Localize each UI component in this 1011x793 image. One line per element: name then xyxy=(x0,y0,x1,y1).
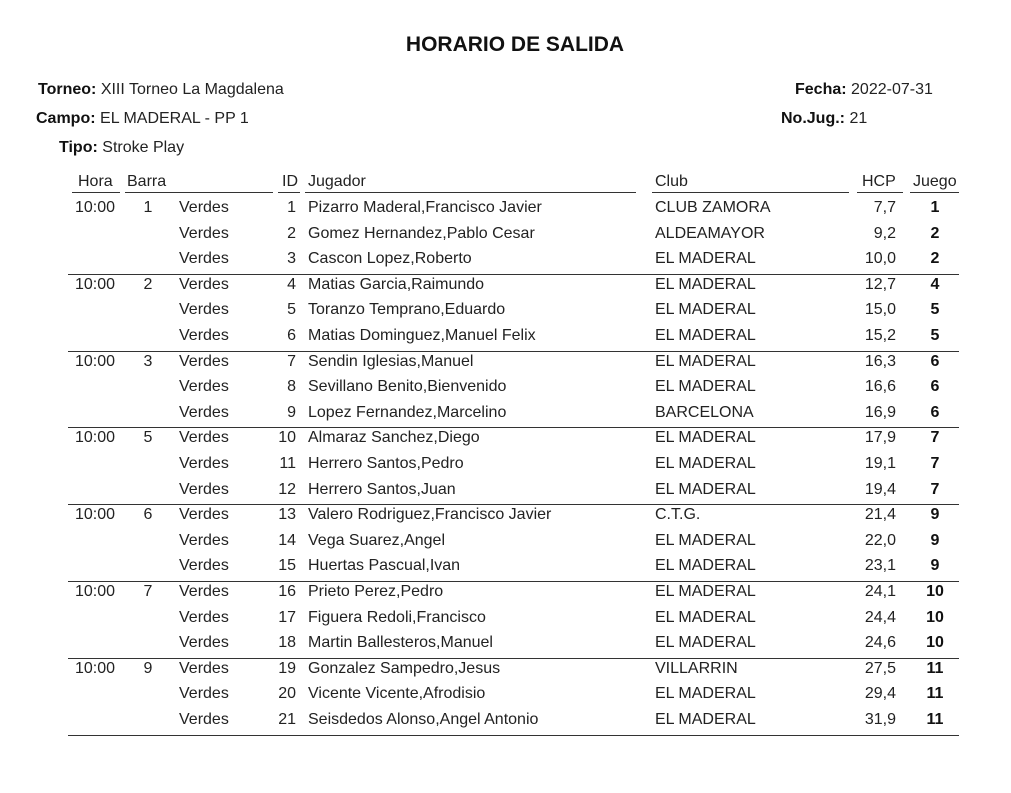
cell-club: EL MADERAL xyxy=(655,327,756,344)
cell-tee: Verdes xyxy=(179,506,229,524)
table-row xyxy=(0,404,1011,429)
cell-id: 9 xyxy=(287,403,296,421)
cell-jugador: Lopez Fernandez,Marcelino xyxy=(308,403,507,421)
table-row xyxy=(0,353,1011,378)
cell-jugador: Martin Ballesteros,Manuel xyxy=(308,634,493,652)
cell-id: 8 xyxy=(287,378,296,396)
cell-barra: 6 xyxy=(143,506,153,524)
cell-juego: 6 xyxy=(930,378,940,396)
table-row xyxy=(0,301,1011,326)
cell-hcp: 29,4 xyxy=(864,685,896,703)
cell-jugador: Figuera Redoli,Francisco xyxy=(308,608,486,626)
cell-hcp: 9,2 xyxy=(873,224,896,242)
cell-hcp: 12,7 xyxy=(864,275,896,293)
cell-hcp: 22,0 xyxy=(864,531,896,549)
cell-hcp: 17,9 xyxy=(864,429,896,447)
cell-tee: Verdes xyxy=(179,301,229,319)
cell-hcp: 31,9 xyxy=(864,711,896,728)
cell-juego: 2 xyxy=(930,224,940,242)
cell-club: EL MADERAL xyxy=(655,608,756,626)
cell-club: EL MADERAL xyxy=(655,711,756,728)
cell-club: EL MADERAL xyxy=(655,531,756,549)
table-row xyxy=(0,532,1011,557)
cell-club: EL MADERAL xyxy=(655,685,756,703)
cell-tee: Verdes xyxy=(179,327,229,344)
cell-club: EL MADERAL xyxy=(655,583,756,600)
cell-tee: Verdes xyxy=(179,659,229,677)
cell-club: ALDEAMAYOR xyxy=(655,224,765,242)
cell-jugador: Gonzalez Sampedro,Jesus xyxy=(308,659,501,677)
cell-id: 16 xyxy=(278,583,296,600)
cell-id: 10 xyxy=(278,429,296,447)
cell-club: EL MADERAL xyxy=(655,634,756,652)
cell-jugador: Herrero Santos,Pedro xyxy=(308,455,464,472)
cell-hora: 10:00 xyxy=(75,429,116,447)
cell-hcp: 15,2 xyxy=(864,327,896,344)
cell-id: 12 xyxy=(278,480,296,498)
cell-id: 1 xyxy=(287,199,296,216)
cell-club: EL MADERAL xyxy=(655,250,756,268)
cell-tee: Verdes xyxy=(179,403,229,421)
cell-jugador: Prieto Perez,Pedro xyxy=(308,583,444,600)
cell-jugador: Vicente Vicente,Afrodisio xyxy=(308,685,486,703)
cell-hcp: 16,9 xyxy=(864,403,896,421)
cell-jugador: Sendin Iglesias,Manuel xyxy=(308,352,474,370)
cell-hora: 10:00 xyxy=(75,352,116,370)
cell-club: C.T.G. xyxy=(655,506,701,524)
tipo-label: Tipo: xyxy=(59,139,98,156)
fecha-value: 2022-07-31 xyxy=(851,81,933,98)
cell-barra: 2 xyxy=(143,275,153,293)
cell-hora: 10:00 xyxy=(75,506,116,524)
cell-hcp: 21,4 xyxy=(864,506,896,524)
cell-juego: 6 xyxy=(930,403,940,421)
cell-juego: 11 xyxy=(926,685,944,703)
cell-tee: Verdes xyxy=(179,583,229,600)
cell-jugador: Almaraz Sanchez,Diego xyxy=(308,429,480,447)
cell-club: EL MADERAL xyxy=(655,275,756,293)
cell-jugador: Toranzo Temprano,Eduardo xyxy=(308,301,506,319)
cell-club: EL MADERAL xyxy=(655,480,756,498)
cell-tee: Verdes xyxy=(179,480,229,498)
nojug-value: 21 xyxy=(849,110,868,127)
cell-jugador: Vega Suarez,Angel xyxy=(308,531,445,549)
cell-jugador: Sevillano Benito,Bienvenido xyxy=(308,378,507,396)
cell-tee: Verdes xyxy=(179,608,229,626)
table-row xyxy=(0,429,1011,454)
cell-id: 15 xyxy=(278,557,296,575)
cell-club: VILLARRIN xyxy=(655,659,738,677)
cell-hcp: 16,6 xyxy=(864,378,896,396)
col-barra: Barra xyxy=(127,173,167,190)
torneo-label: Torneo: xyxy=(38,81,97,98)
table-row xyxy=(0,225,1011,250)
campo-label: Campo: xyxy=(36,110,96,127)
cell-juego: 10 xyxy=(926,608,944,626)
cell-tee: Verdes xyxy=(179,531,229,549)
cell-juego: 9 xyxy=(930,557,940,575)
table-row xyxy=(0,276,1011,301)
cell-hora: 10:00 xyxy=(75,659,116,677)
cell-tee: Verdes xyxy=(179,224,229,242)
cell-hcp: 19,1 xyxy=(864,455,896,472)
cell-juego: 9 xyxy=(930,531,940,549)
group-separator xyxy=(68,504,959,505)
cell-hora: 10:00 xyxy=(75,199,116,216)
cell-id: 18 xyxy=(278,634,296,652)
cell-club: EL MADERAL xyxy=(655,352,756,370)
group-separator xyxy=(68,658,959,659)
cell-tee: Verdes xyxy=(179,378,229,396)
cell-jugador: Matias Dominguez,Manuel Felix xyxy=(308,327,536,344)
cell-tee: Verdes xyxy=(179,455,229,472)
cell-juego: 10 xyxy=(926,634,944,652)
cell-jugador: Gomez Hernandez,Pablo Cesar xyxy=(308,224,535,242)
cell-juego: 11 xyxy=(926,711,944,728)
cell-tee: Verdes xyxy=(179,711,229,728)
table-row xyxy=(0,711,1011,736)
cell-id: 6 xyxy=(287,327,296,344)
group-separator xyxy=(68,581,959,582)
cell-tee: Verdes xyxy=(179,250,229,268)
cell-club: EL MADERAL xyxy=(655,301,756,319)
cell-hora: 10:00 xyxy=(75,275,116,293)
cell-tee: Verdes xyxy=(179,557,229,575)
cell-tee: Verdes xyxy=(179,199,229,216)
cell-barra: 9 xyxy=(143,659,153,677)
cell-id: 19 xyxy=(278,659,296,677)
cell-juego: 10 xyxy=(926,583,944,600)
nojug-label: No.Jug.: xyxy=(781,110,845,127)
cell-juego: 1 xyxy=(930,199,940,216)
cell-hcp: 24,4 xyxy=(864,608,896,626)
table-bottom-rule xyxy=(68,735,959,736)
table-row xyxy=(0,583,1011,608)
table-row xyxy=(0,660,1011,685)
cell-id: 17 xyxy=(278,608,296,626)
cell-hcp: 27,5 xyxy=(864,659,896,677)
cell-club: BARCELONA xyxy=(655,403,754,421)
cell-jugador: Valero Rodriguez,Francisco Javier xyxy=(308,506,552,524)
cell-id: 4 xyxy=(287,275,296,293)
cell-id: 20 xyxy=(278,685,296,703)
cell-jugador: Seisdedos Alonso,Angel Antonio xyxy=(308,711,539,728)
cell-tee: Verdes xyxy=(179,352,229,370)
cell-jugador: Pizarro Maderal,Francisco Javier xyxy=(308,199,542,216)
cell-hcp: 19,4 xyxy=(864,480,896,498)
cell-tee: Verdes xyxy=(179,634,229,652)
cell-tee: Verdes xyxy=(179,275,229,293)
cell-barra: 7 xyxy=(143,583,153,600)
cell-hcp: 15,0 xyxy=(864,301,896,319)
cell-club: EL MADERAL xyxy=(655,378,756,396)
cell-hcp: 24,6 xyxy=(864,634,896,652)
group-separator xyxy=(68,351,959,352)
table-row xyxy=(0,685,1011,710)
cell-club: CLUB ZAMORA xyxy=(655,199,771,216)
table-row xyxy=(0,250,1011,275)
cell-tee: Verdes xyxy=(179,429,229,447)
cell-hcp: 16,3 xyxy=(864,352,896,370)
cell-club: EL MADERAL xyxy=(655,455,756,472)
col-jugador: Jugador xyxy=(308,173,366,190)
cell-club: EL MADERAL xyxy=(655,429,756,447)
cell-id: 7 xyxy=(287,352,296,370)
campo-value: EL MADERAL - PP 1 xyxy=(100,110,249,127)
cell-id: 14 xyxy=(278,531,296,549)
page-title: HORARIO DE SALIDA xyxy=(405,33,625,56)
cell-id: 13 xyxy=(278,506,296,524)
cell-juego: 11 xyxy=(926,659,944,677)
cell-barra: 1 xyxy=(143,199,153,216)
cell-barra: 5 xyxy=(143,429,153,447)
cell-juego: 7 xyxy=(930,429,940,447)
col-hcp: HCP xyxy=(862,173,896,190)
table-row xyxy=(0,378,1011,403)
cell-jugador: Cascon Lopez,Roberto xyxy=(308,250,472,268)
table-row xyxy=(0,327,1011,352)
fecha-label: Fecha: xyxy=(795,81,847,98)
table-row xyxy=(0,481,1011,506)
table-row xyxy=(0,506,1011,531)
cell-juego: 5 xyxy=(930,327,940,344)
cell-hcp: 7,7 xyxy=(873,199,896,216)
col-club: Club xyxy=(655,173,688,190)
torneo-value: XIII Torneo La Magdalena xyxy=(100,81,284,98)
cell-juego: 5 xyxy=(930,301,940,319)
cell-juego: 4 xyxy=(930,275,940,293)
cell-hora: 10:00 xyxy=(75,583,116,600)
cell-jugador: Huertas Pascual,Ivan xyxy=(308,557,461,575)
col-id: ID xyxy=(282,173,298,190)
table-row xyxy=(0,199,1011,224)
cell-hcp: 10,0 xyxy=(864,250,896,268)
cell-juego: 2 xyxy=(930,250,940,268)
cell-id: 11 xyxy=(279,455,296,472)
cell-tee: Verdes xyxy=(179,685,229,703)
cell-id: 3 xyxy=(287,250,296,268)
cell-hcp: 23,1 xyxy=(864,557,896,575)
cell-juego: 7 xyxy=(930,480,940,498)
tipo-value: Stroke Play xyxy=(102,139,185,156)
table-row xyxy=(0,455,1011,480)
cell-jugador: Herrero Santos,Juan xyxy=(308,480,456,498)
cell-club: EL MADERAL xyxy=(655,557,756,575)
cell-juego: 6 xyxy=(930,352,940,370)
table-row xyxy=(0,634,1011,659)
table-row xyxy=(0,609,1011,634)
cell-id: 21 xyxy=(278,711,296,728)
cell-jugador: Matias Garcia,Raimundo xyxy=(308,275,485,293)
cell-id: 2 xyxy=(287,224,296,242)
cell-id: 5 xyxy=(287,301,296,319)
group-separator xyxy=(68,274,959,275)
cell-juego: 7 xyxy=(930,455,940,472)
group-separator xyxy=(68,427,959,428)
col-hora: Hora xyxy=(78,173,113,190)
cell-barra: 3 xyxy=(143,352,153,370)
col-juego: Juego xyxy=(913,173,957,190)
cell-juego: 9 xyxy=(930,506,940,524)
cell-hcp: 24,1 xyxy=(864,583,896,600)
table-row xyxy=(0,557,1011,582)
